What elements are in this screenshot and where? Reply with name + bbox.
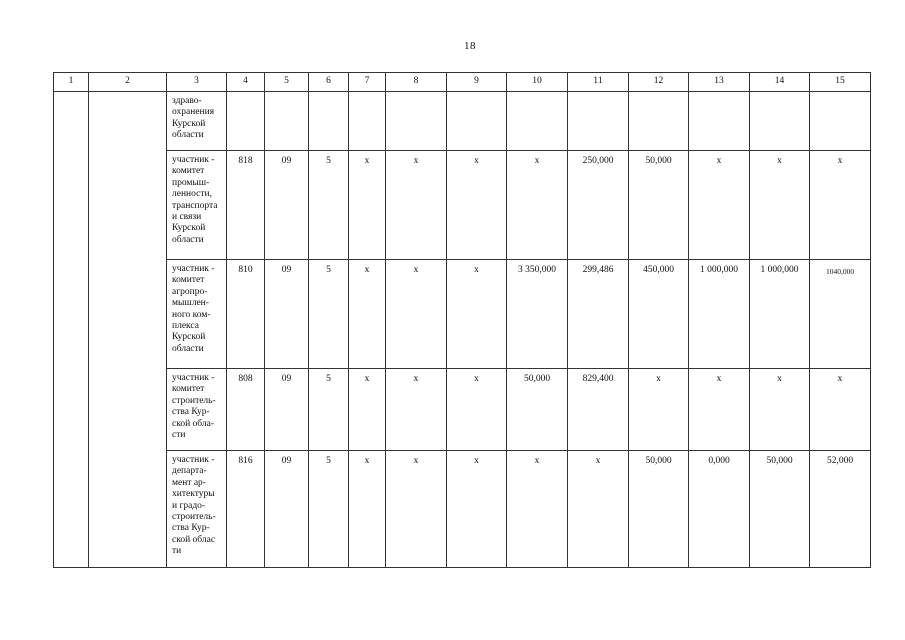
table-row [54, 92, 871, 151]
column-header: 5 [265, 73, 309, 92]
table-cell: 09 [265, 260, 309, 369]
table-cell: 1040,000 [810, 260, 871, 369]
table-cell: х [507, 151, 568, 260]
table-cell: х [689, 151, 750, 260]
column-header: 10 [507, 73, 568, 92]
participant-name-cell: участник - департа- мент ар- хитектуры и градо- строитель- ства Кур- ской облас ти [167, 451, 227, 568]
table-row [54, 151, 871, 260]
column-header: 13 [689, 73, 750, 92]
table-cell: х [568, 451, 629, 568]
participant-name-cell: участник - комитет агропро- мышлен- ного ком- плекса Курской области [167, 260, 227, 369]
table-cell: 829,400 [568, 369, 629, 451]
table-cell-merged [89, 92, 167, 568]
column-header: 9 [447, 73, 507, 92]
page-number: 18 [464, 40, 476, 52]
column-header: 7 [349, 73, 386, 92]
table-cell: х [629, 369, 689, 451]
table-cell [750, 92, 810, 151]
table-row [54, 369, 871, 451]
table-cell: х [507, 451, 568, 568]
table-cell: х [349, 369, 386, 451]
table-cell: х [386, 451, 447, 568]
column-header: 3 [167, 73, 227, 92]
header-row [54, 73, 871, 92]
table-cell: х [349, 260, 386, 369]
table-cell: 09 [265, 369, 309, 451]
column-header: 11 [568, 73, 629, 92]
table-cell: х [810, 151, 871, 260]
table-row [54, 451, 871, 568]
table-cell: х [750, 151, 810, 260]
table-cell: х [386, 151, 447, 260]
column-header: 6 [309, 73, 349, 92]
table-cell: 0,000 [689, 451, 750, 568]
table-cell: 818 [227, 151, 265, 260]
table-cell: х [386, 260, 447, 369]
table-cell: 50,000 [507, 369, 568, 451]
table-cell: 5 [309, 260, 349, 369]
table-cell: х [689, 369, 750, 451]
column-header: 1 [54, 73, 89, 92]
table-cell [447, 92, 507, 151]
table-cell: 5 [309, 451, 349, 568]
participant-name-cell: участник - комитет строитель- ства Кур- ской обла- сти [167, 369, 227, 451]
table-cell: 52,000 [810, 451, 871, 568]
table-cell: 09 [265, 451, 309, 568]
table-cell: х [810, 369, 871, 451]
column-header: 2 [89, 73, 167, 92]
column-header: 4 [227, 73, 265, 92]
column-header: 15 [810, 73, 871, 92]
table-cell: х [349, 151, 386, 260]
table-cell: 3 350,000 [507, 260, 568, 369]
table-cell: х [750, 369, 810, 451]
column-header: 12 [629, 73, 689, 92]
table-cell [227, 92, 265, 151]
table-cell: 50,000 [750, 451, 810, 568]
table-cell: 5 [309, 369, 349, 451]
table-cell: 1 000,000 [689, 260, 750, 369]
table-cell [309, 92, 349, 151]
table-cell: х [349, 451, 386, 568]
table-cell: 450,000 [629, 260, 689, 369]
table-row [54, 260, 871, 369]
table-cell: х [447, 260, 507, 369]
table-cell: 250,000 [568, 151, 629, 260]
table-cell-merged [54, 92, 89, 568]
table-cell: 1 000,000 [750, 260, 810, 369]
participant-name-cell: здраво- охранения Курской области [167, 92, 227, 151]
table-cell: 299,486 [568, 260, 629, 369]
table-cell: 816 [227, 451, 265, 568]
column-header: 8 [386, 73, 447, 92]
table-cell [568, 92, 629, 151]
table-cell [349, 92, 386, 151]
table-cell [810, 92, 871, 151]
table-cell: х [447, 151, 507, 260]
table-cell: х [447, 369, 507, 451]
table-cell [507, 92, 568, 151]
table-cell: 50,000 [629, 451, 689, 568]
table-cell: х [447, 451, 507, 568]
participant-name-cell: участник - комитет промыш- ленности, транспорта и связи Курской области [167, 151, 227, 260]
table-cell: 5 [309, 151, 349, 260]
table-cell [265, 92, 309, 151]
column-header: 14 [750, 73, 810, 92]
table-cell [689, 92, 750, 151]
table-cell: 808 [227, 369, 265, 451]
budget-table [53, 72, 871, 568]
table-cell [629, 92, 689, 151]
table-cell: 09 [265, 151, 309, 260]
table-cell: 50,000 [629, 151, 689, 260]
table-cell: 810 [227, 260, 265, 369]
table-cell [386, 92, 447, 151]
table-cell: х [386, 369, 447, 451]
